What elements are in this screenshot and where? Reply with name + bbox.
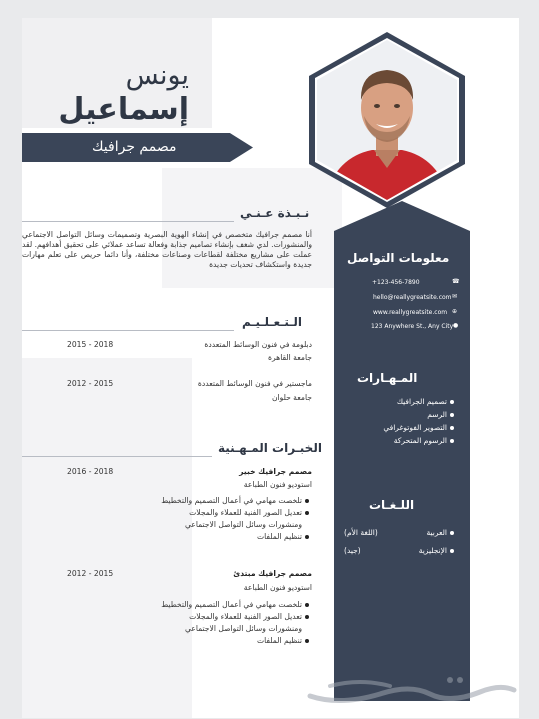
education-degree: ماجستير في فنون الوسائط المتعددة: [197, 379, 312, 388]
experience-bullet-text: ومنشورات وسائل التواصل الاجتماعي: [184, 624, 302, 633]
contact-website: www.reallygreatsite.com: [373, 309, 448, 316]
profile-photo: [302, 28, 472, 208]
experience-bullet-text: تلخصت مهامي في أعمال التصميم والتخطيط: [161, 496, 302, 505]
watermark-logo: [300, 672, 520, 708]
skill-item: التصوير الفوتوغرافي: [383, 423, 447, 432]
skill-item: تصميم الجرافيك: [396, 397, 447, 406]
experience-years: 2016 - 2018: [67, 467, 114, 476]
web-icon: ⊕: [452, 308, 458, 315]
experience-role: مصمم جرافيك خبير: [239, 467, 312, 476]
bullet: [305, 639, 309, 643]
first-name: يونس: [125, 60, 189, 91]
experience-bullet-text: تعديل الصور الفنية للعملاء والمجلات: [189, 612, 302, 621]
contact-email: hello@reallygreatsite.com: [373, 294, 452, 301]
experience-bullet-text: ومنشورات وسائل التواصل الاجتماعي: [184, 520, 302, 529]
contact-heading: معلومات التواصل: [347, 251, 450, 265]
education-degree: دبلومة في فنون الوسائط المتعددة: [204, 340, 312, 349]
experience-role: مصمم جرافيك مبتدئ: [233, 569, 312, 578]
phone-icon: ☎: [452, 278, 460, 285]
experience-company: استوديو فنون الطباعة: [243, 480, 312, 489]
email-icon: ✉: [452, 293, 458, 300]
experience-bullet-text: تنظيم الملفات: [256, 532, 302, 541]
job-title: مصمم جرافيك: [92, 139, 177, 155]
education-heading-line: [22, 330, 234, 331]
location-icon: ●: [453, 322, 459, 329]
bullet: [305, 511, 309, 515]
experience-bullet-text: تنظيم الملفات: [256, 636, 302, 645]
experience-company: استوديو فنون الطباعة: [243, 583, 312, 592]
about-text: أنا مصمم جرافيك متخصص في إنشاء الهوية البصرية وتصميمات وسائل التواصل الاجتماعي والمنشورات. لدي شغف بإنشاء تصاميم جذابة وفعالة تساعد عملائي على تحقيق أهدافهم. لقد عملت على مشاريع مختلفة لقطاعات وصناعات مختلفة، وأنا دائما حريص على تعلم مهارات جديدة واستكشاف تحديات جديدة: [22, 230, 312, 269]
bullet: [305, 615, 309, 619]
about-heading-line: [22, 221, 234, 222]
skill-item: الرسم: [427, 410, 447, 419]
languages-heading: اللـغـات: [369, 498, 415, 512]
bullet: [305, 603, 309, 607]
contact-address: 123 Anywhere St., Any City: [371, 323, 454, 330]
contact-phone: +123-456-7890: [372, 279, 420, 286]
experience-bullet-text: تلخصت مهامي في أعمال التصميم والتخطيط: [161, 600, 302, 609]
education-school: جامعة القاهرة: [268, 353, 312, 362]
sidebar: [334, 201, 470, 701]
last-name: إسماعيل: [58, 92, 189, 127]
skill-bullet: [450, 400, 454, 404]
bullet: [305, 499, 309, 503]
language-level: (جيد): [344, 546, 361, 555]
experience-heading: الخبـرات المـهـنية: [218, 441, 322, 455]
skill-bullet: [450, 413, 454, 417]
language-name: الإنجليزية: [418, 546, 447, 555]
education-years: 2015 - 2018: [67, 340, 114, 349]
language-bullet: [450, 549, 454, 553]
education-heading: الـتـعـلـيـم: [242, 315, 303, 329]
language-name: العربية: [426, 528, 447, 537]
skill-item: الرسوم المتحركة: [393, 436, 447, 445]
skills-heading: المـهـارات: [357, 371, 418, 385]
bullet: [305, 535, 309, 539]
experience-bullet-text: تعديل الصور الفنية للعملاء والمجلات: [189, 508, 302, 517]
experience-years: 2012 - 2015: [67, 569, 114, 578]
background-shape-bottom: [22, 358, 192, 718]
about-heading: نـبـذة عـنـي: [240, 206, 310, 220]
experience-heading-line: [22, 456, 212, 457]
language-level: (اللغة الأم): [344, 528, 378, 537]
education-years: 2012 - 2015: [67, 379, 114, 388]
language-bullet: [450, 531, 454, 535]
skill-bullet: [450, 426, 454, 430]
skill-bullet: [450, 439, 454, 443]
resume-page: [22, 18, 519, 718]
education-school: جامعة حلوان: [271, 393, 312, 402]
